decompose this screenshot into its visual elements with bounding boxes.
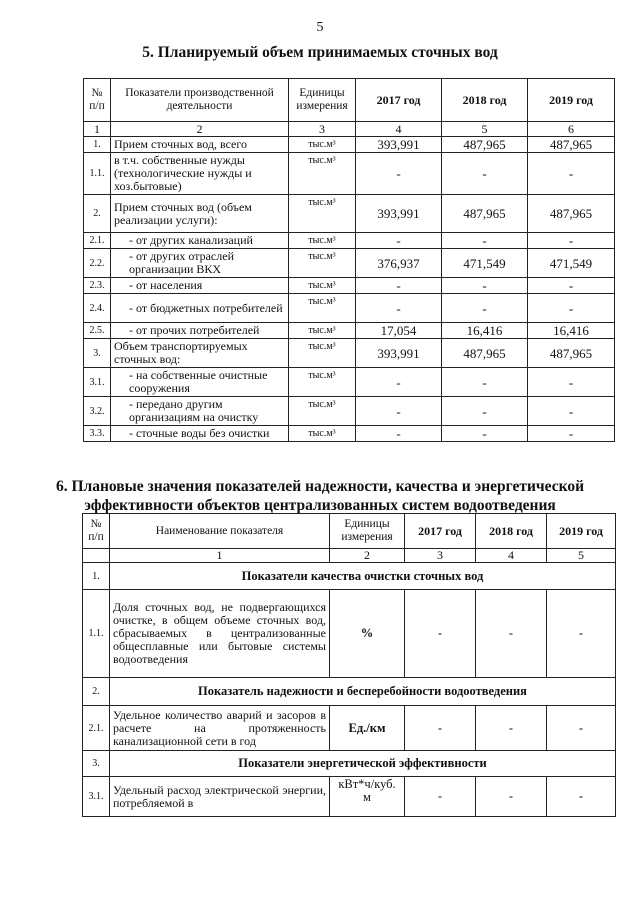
unit-cell: тыс.м³	[289, 426, 356, 442]
table-row	[83, 590, 616, 678]
table-row	[84, 153, 615, 195]
section-6-title	[0, 477, 640, 515]
row-number: 1.1.	[83, 590, 110, 678]
col-number: 4	[476, 549, 547, 563]
value-2019: -	[528, 278, 615, 294]
table-row	[84, 195, 615, 233]
section-6-title-line-1: 6. Плановые значения показателей надежности, качества и энергетической	[55, 478, 585, 495]
row-number: 3.2.	[84, 397, 111, 426]
unit-cell: Ед./км	[330, 706, 405, 751]
row-number: 3.	[83, 751, 110, 777]
value-2017: 393,991	[356, 137, 442, 153]
value-2018: 487,965	[442, 339, 528, 368]
unit-cell: тыс.м³	[289, 153, 356, 195]
col-number: 2	[111, 122, 289, 137]
value-2019: -	[547, 777, 616, 817]
value-2019: -	[528, 426, 615, 442]
col-number: 6	[528, 122, 615, 137]
row-number: 2.3.	[84, 278, 111, 294]
value-2019: -	[528, 153, 615, 195]
value-2017: -	[405, 706, 476, 751]
indicator-name: Удельный расход электрической энергии, потребляемой в	[110, 777, 330, 817]
indicator-name: - на собственные очистные сооружения	[111, 368, 289, 397]
table-row	[84, 426, 615, 442]
table-row	[84, 137, 615, 153]
value-2017: -	[356, 278, 442, 294]
value-2017: -	[356, 426, 442, 442]
value-2018: -	[442, 294, 528, 323]
value-2018: 487,965	[442, 137, 528, 153]
indicator-name: Доля сточных вод, не подвергающихся очистке, в общем объеме сточных вод, сбрасываемых в централизованные общесплавные или бытовые системы водоотведения	[110, 590, 330, 678]
value-2017: -	[356, 397, 442, 426]
row-number: 2.4.	[84, 294, 111, 323]
value-2018: 471,549	[442, 249, 528, 278]
unit-cell: тыс.м³	[289, 278, 356, 294]
value-2018: -	[442, 426, 528, 442]
value-2017: -	[356, 294, 442, 323]
value-2018: -	[442, 368, 528, 397]
unit-cell: %	[330, 590, 405, 678]
value-2019: -	[528, 397, 615, 426]
indicator-name: Прием сточных вод (объем реализации услуги):	[111, 195, 289, 233]
col-number: 1	[110, 549, 330, 563]
page-number: 5	[316, 20, 324, 35]
value-2017: -	[356, 233, 442, 249]
value-2019: 471,549	[528, 249, 615, 278]
unit-cell: тыс.м³	[289, 294, 356, 323]
value-2017: 393,991	[356, 195, 442, 233]
col-header-2019: 2019 год	[528, 79, 615, 122]
col-number: 2	[330, 549, 405, 563]
group-title: Показатель надежности и бесперебойности водоотведения	[110, 678, 616, 706]
col-header-2018: 2018 год	[442, 79, 528, 122]
unit-cell: тыс.м³	[289, 339, 356, 368]
table-row	[84, 294, 615, 323]
unit-cell: тыс.м³	[289, 137, 356, 153]
row-number: 3.3.	[84, 426, 111, 442]
value-2019: -	[528, 368, 615, 397]
value-2019: -	[547, 590, 616, 678]
table-row	[84, 233, 615, 249]
value-2018: -	[442, 153, 528, 195]
col-header-2018: 2018 год	[476, 514, 547, 549]
row-number: 2.	[84, 195, 111, 233]
indicator-name: - от бюджетных потребителей	[111, 294, 289, 323]
group-title: Показатели качества очистки сточных вод	[110, 563, 616, 590]
reliability-indicators-table	[82, 513, 616, 817]
col-number: 5	[547, 549, 616, 563]
value-2019: -	[528, 294, 615, 323]
col-header-num: № п/п	[84, 79, 111, 122]
col-header-num: № п/п	[83, 514, 110, 549]
col-number: 1	[84, 122, 111, 137]
group-row-reliability	[83, 678, 616, 706]
unit-cell: кВт*ч/куб. м	[330, 777, 405, 817]
col-number: 4	[356, 122, 442, 137]
table-row	[83, 777, 616, 817]
value-2019: -	[547, 706, 616, 751]
row-number: 2.	[83, 678, 110, 706]
group-row-energy	[83, 751, 616, 777]
indicator-name: Прием сточных вод, всего	[111, 137, 289, 153]
table-row	[83, 706, 616, 751]
group-title: Показатели энергетической эффективности	[110, 751, 616, 777]
col-header-2017: 2017 год	[405, 514, 476, 549]
col-header-unit: Единицы измерения	[289, 79, 356, 122]
col-header-2017: 2017 год	[356, 79, 442, 122]
row-number: 3.1.	[83, 777, 110, 817]
col-number: 3	[289, 122, 356, 137]
value-2017: 376,937	[356, 249, 442, 278]
value-2019: 487,965	[528, 137, 615, 153]
unit-cell: тыс.м³	[289, 249, 356, 278]
col-header-2019: 2019 год	[547, 514, 616, 549]
row-number: 2.5.	[84, 323, 111, 339]
value-2018: 487,965	[442, 195, 528, 233]
value-2017: -	[405, 590, 476, 678]
value-2017: -	[356, 153, 442, 195]
col-number: 3	[405, 549, 476, 563]
row-number: 1.	[84, 137, 111, 153]
wastewater-volume-table	[83, 78, 615, 442]
table-row	[84, 249, 615, 278]
value-2019: 16,416	[528, 323, 615, 339]
value-2018: -	[476, 706, 547, 751]
unit-cell: тыс.м³	[289, 397, 356, 426]
table-row	[84, 397, 615, 426]
indicator-name: - от населения	[111, 278, 289, 294]
indicator-name: - передано другим организациям на очистку	[111, 397, 289, 426]
col-number: 5	[442, 122, 528, 137]
indicator-name: - от других отраслей организации ВКХ	[111, 249, 289, 278]
value-2017: -	[356, 368, 442, 397]
row-number: 1.	[83, 563, 110, 590]
value-2018: 16,416	[442, 323, 528, 339]
table-row	[84, 278, 615, 294]
value-2018: -	[442, 397, 528, 426]
indicator-name: - от других канализаций	[111, 233, 289, 249]
value-2017: 393,991	[356, 339, 442, 368]
section-6-title-line-2: эффективности объектов централизованных систем водоотведения	[84, 497, 556, 514]
row-number: 3.	[84, 339, 111, 368]
group-row-quality	[83, 563, 616, 590]
value-2018: -	[442, 233, 528, 249]
unit-cell: тыс.м³	[289, 233, 356, 249]
indicator-name: Объем транспортируемых сточных вод:	[111, 339, 289, 368]
value-2017: -	[405, 777, 476, 817]
indicator-name: Удельное количество аварий и засоров в расчете на протяженность канализационной сети в год	[110, 706, 330, 751]
value-2017: 17,054	[356, 323, 442, 339]
value-2018: -	[476, 590, 547, 678]
table-row	[84, 368, 615, 397]
col-header-indicator: Показатели производственной деятельности	[111, 79, 289, 122]
row-number: 1.1.	[84, 153, 111, 195]
unit-cell: тыс.м³	[289, 323, 356, 339]
indicator-name: - сточные воды без очистки	[111, 426, 289, 442]
row-number: 3.1.	[84, 368, 111, 397]
indicator-name: в т.ч. собственные нужды (технологические нужды и хоз.бытовые)	[111, 153, 289, 195]
row-number: 2.1.	[84, 233, 111, 249]
value-2019: 487,965	[528, 195, 615, 233]
value-2019: -	[528, 233, 615, 249]
table-row	[84, 323, 615, 339]
unit-cell: тыс.м³	[289, 195, 356, 233]
col-header-name: Наименование показателя	[110, 514, 330, 549]
row-number: 2.2.	[84, 249, 111, 278]
table-row	[84, 339, 615, 368]
value-2018: -	[476, 777, 547, 817]
value-2019: 487,965	[528, 339, 615, 368]
col-header-unit: Единицы измерения	[330, 514, 405, 549]
unit-cell: тыс.м³	[289, 368, 356, 397]
value-2018: -	[442, 278, 528, 294]
section-5-title: 5. Планируемый объем принимаемых сточных вод	[142, 44, 498, 61]
row-number: 2.1.	[83, 706, 110, 751]
indicator-name: - от прочих потребителей	[111, 323, 289, 339]
